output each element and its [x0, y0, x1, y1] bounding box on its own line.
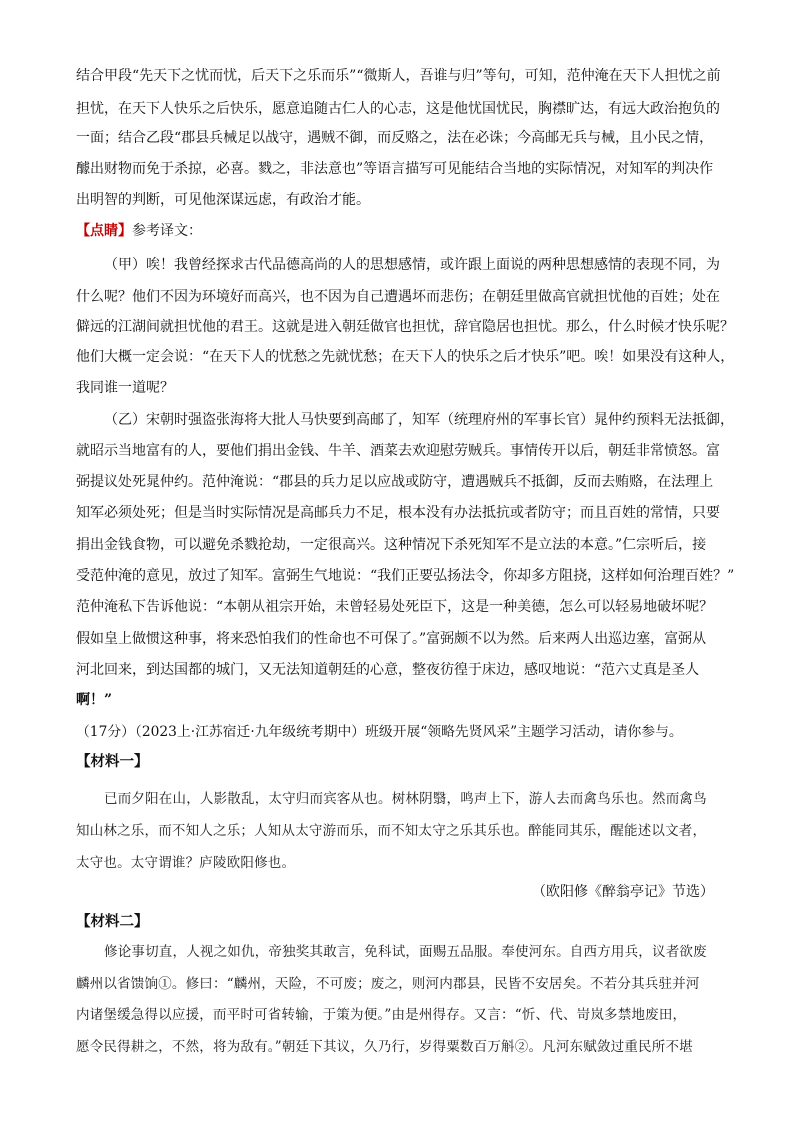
translation-line: 他们大概一定会说：“在天下人的忧愁之先就忧愁；在天下人的快乐之后才快乐”吧。唉！如果没有这种人，: [76, 349, 735, 365]
translation-line: 假如皇上做惯这种事，将来恐怕我们的性命也不可保了。”富弼颇不以为然。后来两人出巡边塞，富弼从: [76, 631, 707, 647]
review-label: 【点睛】: [76, 223, 132, 239]
question-text: （17分）（2023上·江苏宿迁·九年级统考期中）班级开展“领略先贤风采”主题学习活动，请你参与。: [76, 724, 683, 740]
translation-line: 受范仲淹的意见，放过了知军。富弼生气地说：“我们正要弘扬法令，你却多方阻挠，这样如何治理百姓？”: [76, 568, 735, 584]
material1-line: 太守也。太守谓谁？庐陵欧阳修也。: [76, 855, 296, 871]
material2-heading: 【材料二】: [76, 913, 149, 930]
translation-line: 什么呢？他们不因为环境好而高兴，也不因为自己遭遇坏而悲伤；在朝廷里做高官就担忧他的百姓；处在: [76, 289, 720, 305]
material1-source: （欧阳修《醉翁亭记》节选）: [532, 884, 714, 900]
material1-line: 知山林之乐，而不知人之乐；人知从太守游而乐，而不知太守之乐其乐也。醉能同其乐，醒能述以文者，: [76, 823, 707, 839]
material1-heading: 【材料一】: [76, 753, 149, 770]
translation-line: 弼提议处死晁仲约。范仲淹说：“郡县的兵力足以应战或防守，遭遇贼兵不抵御，反而去贿赂，在法理上: [76, 474, 714, 490]
translation-line: 范仲淹私下告诉他说：“本朝从祖宗开始，未曾轻易处死臣下，这是一种美德，怎么可以轻易地破坏呢？: [76, 599, 714, 615]
material2-line: 愿令民得耕之，不然，将为敌有。”朝廷下其议，久乃行，岁得粟数百万斛②。凡河东赋敛过重民所不堪: [76, 1039, 693, 1055]
material2-line: 麟州以省馈饷①。修曰：“麟州，天险，不可废；废之，则河内郡县，民皆不安居矣。不若分其兵驻并河: [76, 976, 700, 992]
translation-line: 河北回来，到达国都的城门，又无法知道朝廷的心意，整夜彷徨于床边，感叹地说：“范六丈真是圣人: [76, 662, 700, 678]
translation-line: 就昭示当地富有的人，要他们捐出金钱、牛羊、酒菜去欢迎慰劳贼兵。事情传开以后，朝廷非常愤怒。富: [76, 443, 720, 459]
material1-line: 已而夕阳在山，人影散乱，太守归而宾客从也。树林阴翳，鸣声上下，游人去而禽鸟乐也。然而禽鸟: [104, 791, 707, 807]
translation-line: （甲）唉！我曾经探求古代品德高尚的人的思想感情，或许跟上面说的两种思想感情的表现不同，为: [104, 257, 720, 273]
review-heading: [76, 222, 202, 240]
translation-line: 僻远的江湖间就担忧他的君王。这就是进入朝廷做官也担忧，辞官隐居也担忧。那么，什么时候才快乐呢？: [76, 319, 734, 335]
analysis-line: 出明智的判断，可见他深谋远虑，有政治才能。: [76, 192, 370, 208]
translation-line: （乙）宋朝时强盗张海将大批人马快要到高邮了，知军（统理府州的军事长官）晁仲约预料无法抵御，: [104, 412, 734, 428]
translation-line: 啊！”: [76, 692, 113, 708]
analysis-line: 结合甲段“先天下之忧而忧，后天下之乐而乐”“微斯人，吾谁与归”等句，可知，范仲淹在天下人担忧之前: [76, 68, 721, 84]
translation-line: 知军必须处死；但是当时实际情况是高邮兵力不足，根本没有办法抵抗或者防守；而且百姓的常情，只要: [76, 505, 720, 521]
analysis-line: 担忧，在天下人快乐之后快乐，愿意追随古仁人的心志，这是他忧国忧民，胸襟旷达，有远大政治抱负的: [76, 101, 720, 117]
analysis-line: 一面；结合乙段“郡县兵械足以战守，遇贼不御，而反赂之，法在必诛；今高邮无兵与械，且小民之情，: [76, 130, 714, 146]
analysis-line: 醵出财物而免于杀掠，必喜。戮之，非法意也”等语言描写可见能结合当地的实际情况，对知军的判决作: [76, 161, 714, 177]
translation-line: 我同谁一道呢？: [76, 380, 174, 396]
review-suffix: 参考译文：: [132, 223, 202, 239]
translation-line: 捐出金钱食物，可以避免杀戮抢劫，一定很高兴。这种情况下杀死知军不是立法的本意。”仁宗听后，接: [76, 537, 707, 553]
material2-line: 内诸堡缓急得以应援，而平时可省转输，于策为便。”由是州得存。又言：“忻、代、岢岚多禁地废田，: [76, 1007, 687, 1023]
material2-line: 修论事切直，人视之如仇，帝独奖其敢言，免科试，面赐五品服。奉使河东。自西方用兵，议者欲废: [104, 944, 707, 960]
